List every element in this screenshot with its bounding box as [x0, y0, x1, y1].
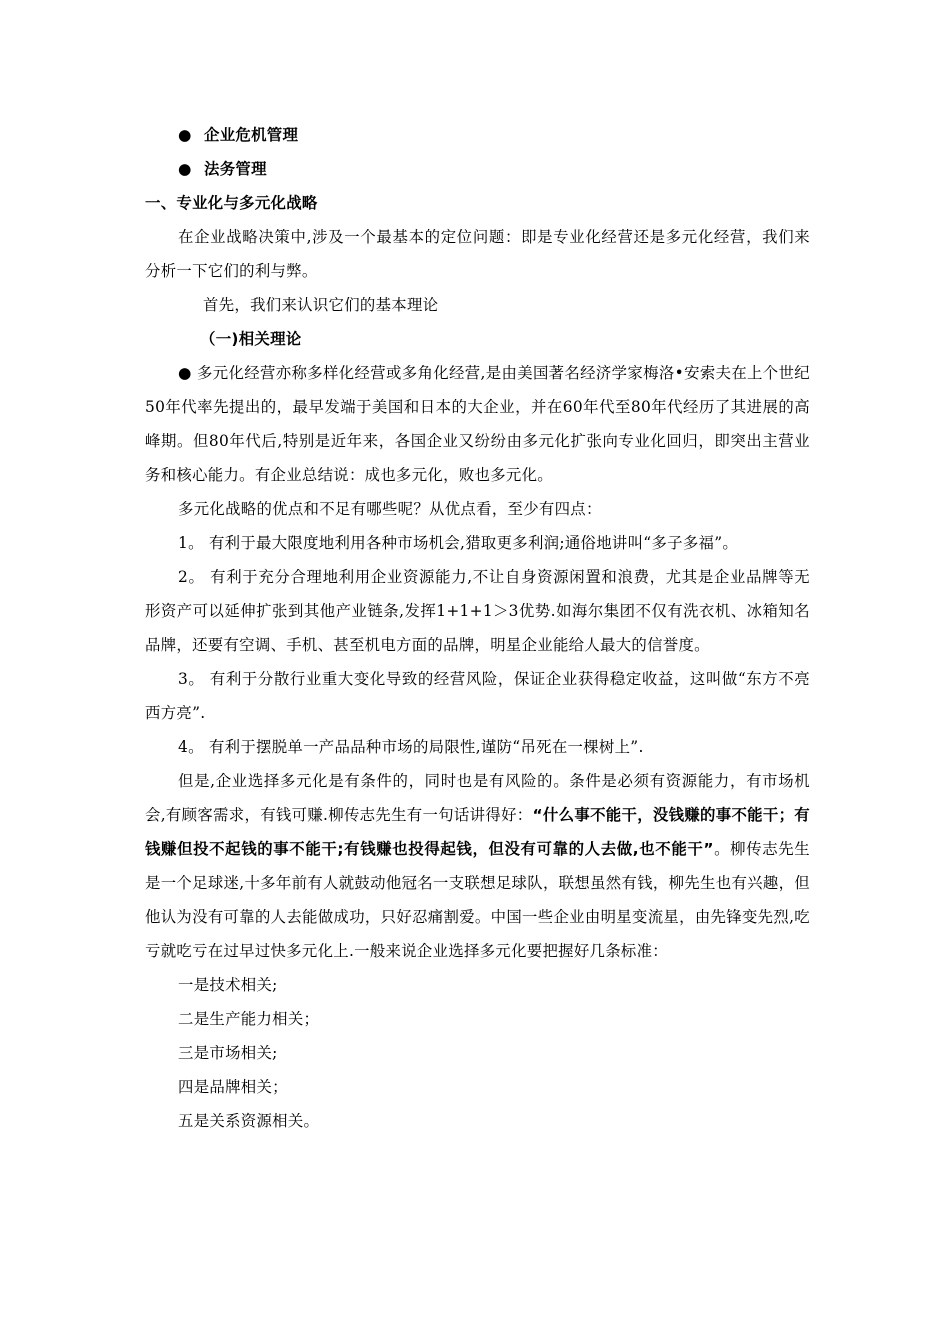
bullet-text: 法务管理 — [204, 160, 267, 178]
bullet-item — [145, 118, 810, 152]
criteria-item-3: 三是市场相关; — [178, 1044, 278, 1062]
advantage-point-2: 2。 有利于充分合理地利用企业资源能力,不让自身资源闲置和浪费，尤其是企业品牌等无形资产可以延伸扩张到其他产业链条,发挥1+1+1＞3优势.如海尔集团不仅有洗衣机、冰箱知名品牌，还要有空调、手机、甚至机电方面的品牌，明星企业能给人最大的信誉度。 — [145, 568, 810, 654]
criteria-item-5: 五是关系资源相关。 — [178, 1112, 320, 1130]
advantage-point-3: 3。 有利于分散行业重大变化导致的经营风险，保证企业获得稳定收益，这叫做“东方不亮西方亮”. — [145, 670, 810, 722]
bullet-icon: ● — [178, 126, 192, 144]
conditions-text-b: 。柳传志先生是一个足球迷,十多年前有人就鼓动他冠名一支联想足球队，联想虽然有钱，柳先生也有兴趣，但他认为没有可靠的人去能做成功，只好忍痛割爱。中国一些企业由明星变流星，由先锋变先烈,吃亏就吃亏在过早过快多元化上.一般来说企业选择多元化要把握好几条标准： — [145, 840, 810, 960]
conditions-text-a: 但是,企业选择多元化是有条件的，同时也是有风险的。条件是必须有资源能力，有市场机会,有顾客需求，有钱可赚.柳传志先生有一句话讲得好： — [145, 772, 810, 824]
paragraph-first: 首先，我们来认识它们的基本理论 — [203, 296, 439, 314]
paragraph-conditions — [145, 764, 810, 968]
subsection-title: （一)相关理论 — [200, 330, 302, 348]
advantage-point-1: 1。 有利于最大限度地利用各种市场机会,猎取更多利润;通俗地讲叫“多子多福”。 — [178, 534, 739, 552]
paragraph-theory — [145, 356, 810, 492]
criteria-item-4: 四是品牌相关； — [178, 1078, 288, 1096]
bullet-icon: ● — [178, 364, 192, 382]
bullet-item — [145, 152, 810, 186]
bullet-text: 企业危机管理 — [204, 126, 299, 144]
section-title: 一、专业化与多元化战略 — [145, 194, 318, 212]
criteria-item-1: 一是技术相关; — [178, 976, 278, 994]
paragraph-intro: 在企业战略决策中,涉及一个最基本的定位问题：即是专业化经营还是多元化经营，我们来分析一下它们的利与弊。 — [145, 228, 810, 280]
paragraph-question: 多元化战略的优点和不足有哪些呢？从优点看，至少有四点： — [178, 500, 602, 518]
quote-text: “什么事不能干，没钱赚的事不能干；有钱赚但投不起钱的事不能干;有钱赚也投得起钱，但没有可靠的人去做,也不能干” — [145, 806, 811, 858]
bullet-icon: ● — [178, 160, 192, 178]
criteria-item-2: 二是生产能力相关； — [178, 1010, 320, 1028]
paragraph-theory-text: 多元化经营亦称多样化经营或多角化经营,是由美国著名经济学家梅洛•安索夫在上个世纪50年代率先提出的，最早发端于美国和日本的大企业，并在60年代至80年代经历了其进展的高峰期。但80年代后,特别是近年来，各国企业又纷纷由多元化扩张向专业化回归，即突出主营业务和核心能力。有企业总结说：成也多元化，败也多元化。 — [145, 364, 810, 484]
advantage-point-4: 4。 有利于摆脱单一产品品种市场的局限性,谨防“吊死在一棵树上”. — [178, 738, 644, 756]
document-page — [145, 118, 810, 1138]
